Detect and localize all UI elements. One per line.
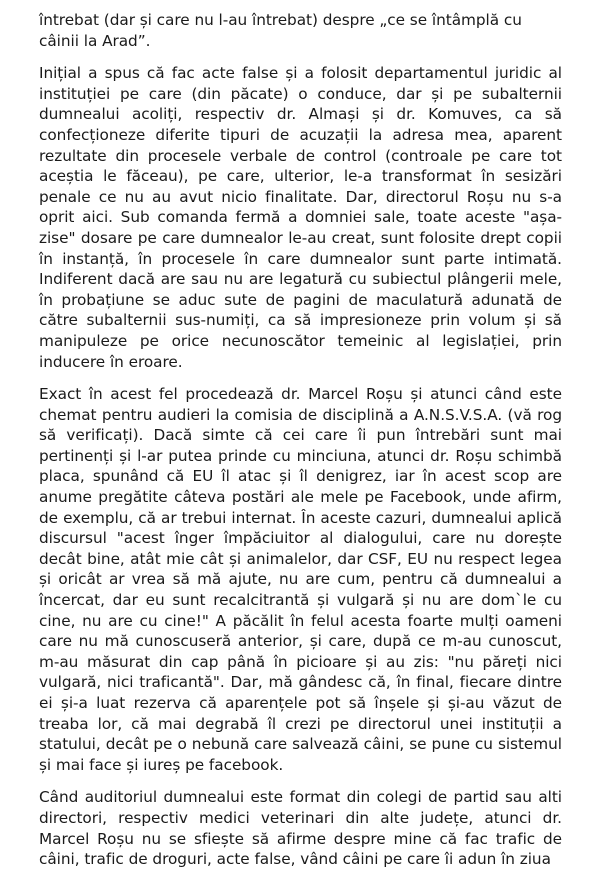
paragraph-4: Când auditoriul dumnealui este format din colegi de partid sau alti directori, respectiv medici veterinari din alte județe, atunci dr. Marcel Roșu nu se sfiește să afirme despre mine că fac trafic de câini, trafic de droguri, acte false, vând câini pe care îi adun în ziua bbox=[39, 788, 562, 869]
paragraph-1: întrebat (dar și care nu l-au întrebat) despre „ce se întâmplă cu câinii la Arad”. bbox=[39, 11, 522, 50]
paragraph-2: Inițial a spus că fac acte false și a folosit departamentul juridic al instituției pe care (din păcate) o conduce, dar și pe subalternii dumnealui acoliți, respectiv dr. Almași și dr. Komuves, ca să confecționeze diferite tipuri de acuzații la adresa mea, aparent rezultate din procesele verbale de control (controale pe care tot aceștia le făceau), pe care, ulterior, le-a transformat în sesizări penale ce nu au avut nicio finalitate. Dar, directorul Roșu nu s-a oprit aici. Sub comanda fermă a domniei sale, toate aceste "așa-zise" dosare pe care dumnealor le-au creat, sunt folosite drept copii în instanță, în procesele în care dumnealor sunt parte intimată. Indiferent dacă are sau nu are legatură cu subiectul plângerii mele, în probațiune se aduc sute de pagini de maculatură adunată de către subalternii sus-numiți, ca să impresioneze prin volum și să manipuleze pe orice necunoscător temeinic al legislației, prin inducere în eroare. bbox=[39, 64, 562, 371]
paragraph-3: Exact în acest fel procedează dr. Marcel Roșu și atunci când este chemat pentru audieri la comisia de disciplină a A.N.S.V.S.A. (vă rog să verificați). Dacă simte că cei care îi pun întrebări sunt mai pertinenți și l-ar putea prinde cu minciuna, atunci dr. Roșu schimbă placa, spunând că EU îl atac și îl denigrez, iar în acest scop are anume pregătite câteva postări ale mele pe Facebook, unde afirm, de exemplu, că ar trebui internat. În aceste cazuri, dumnealui aplică discursul "acest înger împăciuitor al dialogului, care nu dorește decât bine, atât mie cât și animalelor, dar CSF, EU nu respect legea și oricât ar vrea să mă ajute, nu are cum, pentru că dumnealui a încercat, dar eu sunt recalcitrantă și vulgară și nu are dom`le cu cine, nu are cu cine!" A păcălit în felul acesta foarte mulți oameni care nu mă cunoscuseră anterior, și care, după ce m-au cunoscut, m-au măsurat din cap până în picioare și au zis: "nu păreți nici vulgară, nici traficantă". Dar, mă gândesc că, în final, fiecare dintre ei și-a luat rezerva că aparențele pot să înșele și și-au văzut de treaba lor, că mai degrabă îl crezi pe directorul unei instituții a statului, decât pe o nebună care salvează câini, se pune cu sistemul și mai face și iureș pe facebook. bbox=[39, 385, 562, 774]
